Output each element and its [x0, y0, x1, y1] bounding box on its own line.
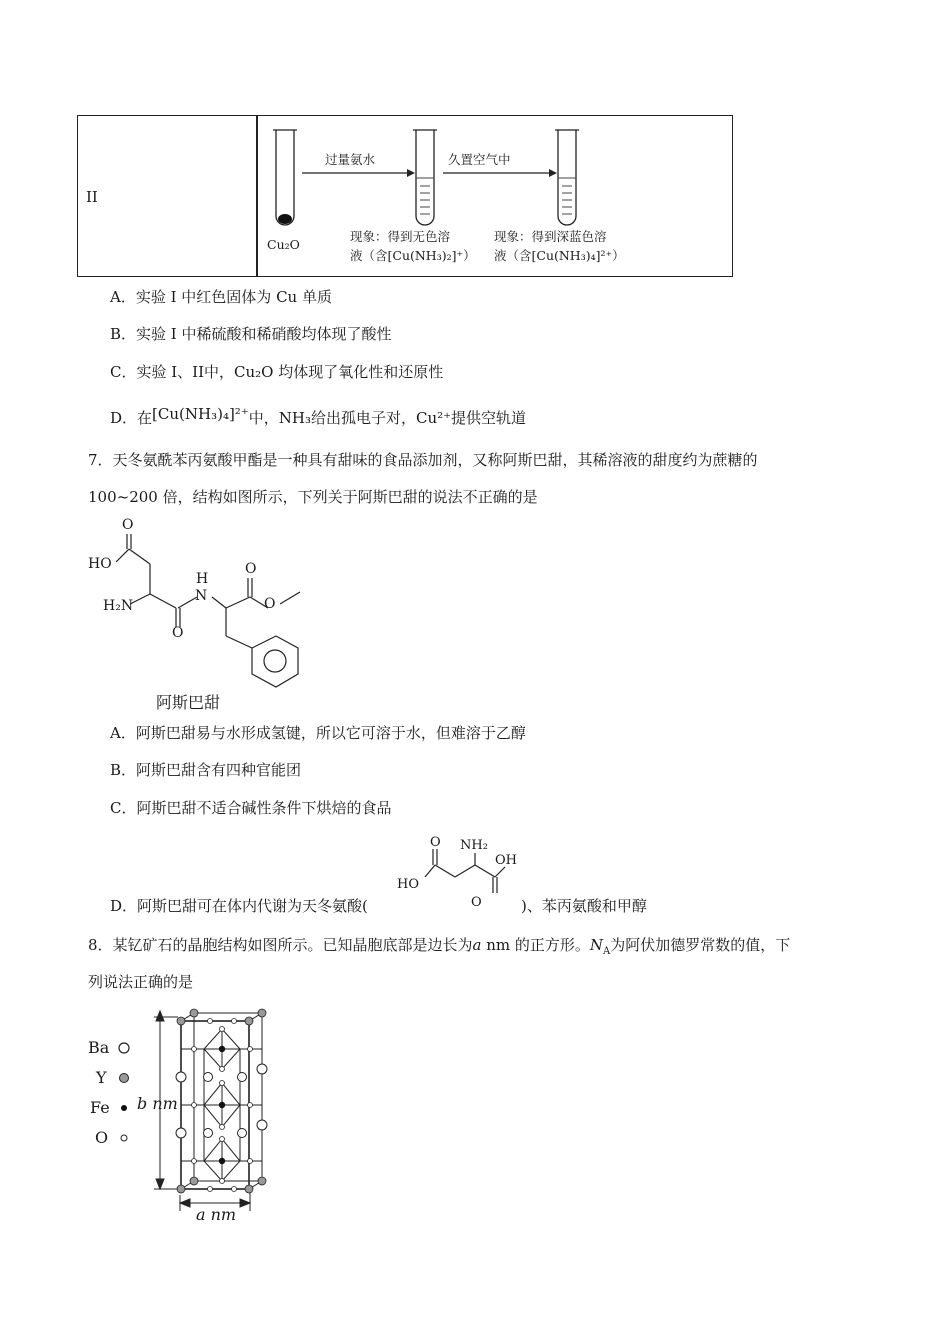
q6-option-d-complex: [Cu(NH₃)₄]²⁺ [152, 405, 249, 423]
legend-o-symbol [121, 1135, 127, 1141]
test-tube-2 [413, 130, 437, 225]
struct-o-amide: O [172, 625, 184, 641]
obs1-line1: 现象：得到无色溶 [350, 229, 451, 244]
q8-na: N [589, 936, 604, 954]
asp-oh: OH [495, 853, 517, 868]
q7-option-c: C．阿斯巴甜不适合碱性条件下烘焙的食品 [110, 799, 392, 817]
q6-option-d-prefix: D．在 [110, 409, 153, 427]
q6-option-d [110, 405, 527, 428]
q6-option-c: C．实验 I、II中，Cu₂O 均体现了氧化性和还原性 [110, 363, 444, 381]
asp-o1: O [430, 835, 441, 850]
struct-o-top: O [122, 517, 134, 533]
q8-var-a: a [472, 936, 482, 954]
asp-ho: HO [397, 877, 419, 892]
q7-stem-line1: 7．天冬氨酰苯丙氨酸甲酯是一种具有甜味的食品添加剂，又称阿斯巴甜，其稀溶液的甜度约为蔗糖的 [88, 451, 758, 469]
struct-h2n: H₂N [103, 598, 134, 614]
q7-stem-line2: 100~200 倍，结构如图所示，下列关于阿斯巴甜的说法不正确的是 [88, 488, 538, 506]
asp-o2: O [471, 895, 482, 910]
q8-stem-line2: 列说法正确的是 [88, 973, 194, 991]
legend-symbols [112, 1035, 132, 1155]
q7-option-a: A．阿斯巴甜易与水形成氢键，所以它可溶于水，但难溶于乙醇 [110, 724, 526, 742]
obs2-line2: 液（含[Cu(NH₃)₄]²⁺） [494, 248, 625, 263]
struct-o-ester-top: O [245, 561, 257, 577]
q7-option-b: B．阿斯巴甜含有四种官能团 [110, 761, 302, 779]
struct-h: H [196, 571, 209, 587]
arrow2-label: 久置空气中 [448, 152, 511, 167]
asp-nh2: NH₂ [460, 838, 488, 853]
legend-y-symbol [120, 1074, 129, 1083]
q8-stem-a: 8．某钇矿石的晶胞结构如图所示。已知晶胞底部是边长为 [88, 936, 473, 954]
legend-fe-symbol [121, 1105, 127, 1111]
legend-o-label: O [95, 1128, 109, 1147]
q8-stem-c: 为阿伏加德罗常数的值，下 [610, 936, 791, 954]
dim-b: b nm [137, 1094, 178, 1113]
q6-option-b: B．实验 I 中稀硫酸和稀硝酸均体现了酸性 [110, 325, 392, 343]
q8-stem-b: nm 的正方形。 [481, 936, 590, 954]
experiment-table [77, 115, 733, 277]
q8-na-sub: A [603, 946, 611, 957]
obs1-line2: 液（含[Cu(NH₃)₂]⁺） [350, 248, 476, 263]
q7-option-d-suffix: )、苯丙氨酸和甲醇 [521, 897, 647, 915]
structure-caption: 阿斯巴甜 [156, 693, 221, 712]
struct-o-ester: O [264, 596, 276, 612]
test-tube-3 [555, 130, 579, 225]
legend-ba-symbol [119, 1043, 129, 1053]
arrow1-label: 过量氨水 [325, 152, 376, 167]
reagent-label: Cu₂O [267, 237, 300, 252]
q6-option-d-suffix: 中，NH₃给出孤电子对，Cu²⁺提供空轨道 [248, 409, 527, 427]
test-tube-1 [273, 130, 297, 225]
crystal-cell-diagram [150, 1005, 280, 1220]
legend-ba-label: Ba [88, 1038, 110, 1057]
legend-y-label: Y [96, 1068, 107, 1087]
row-label: II [86, 188, 98, 206]
dim-a: a nm [196, 1205, 237, 1224]
struct-ho: HO [88, 556, 112, 572]
struct-n: N [195, 588, 208, 604]
q7-option-d-prefix: D．阿斯巴甜可在体内代谢为天冬氨酸( [110, 897, 368, 915]
q6-option-a: A．实验 I 中红色固体为 Cu 单质 [110, 288, 332, 306]
obs2-line1: 现象：得到深蓝色溶 [494, 229, 607, 244]
legend-fe-label: Fe [90, 1098, 110, 1117]
q8-stem-line1 [88, 935, 790, 962]
cu2o-solid [278, 214, 292, 224]
